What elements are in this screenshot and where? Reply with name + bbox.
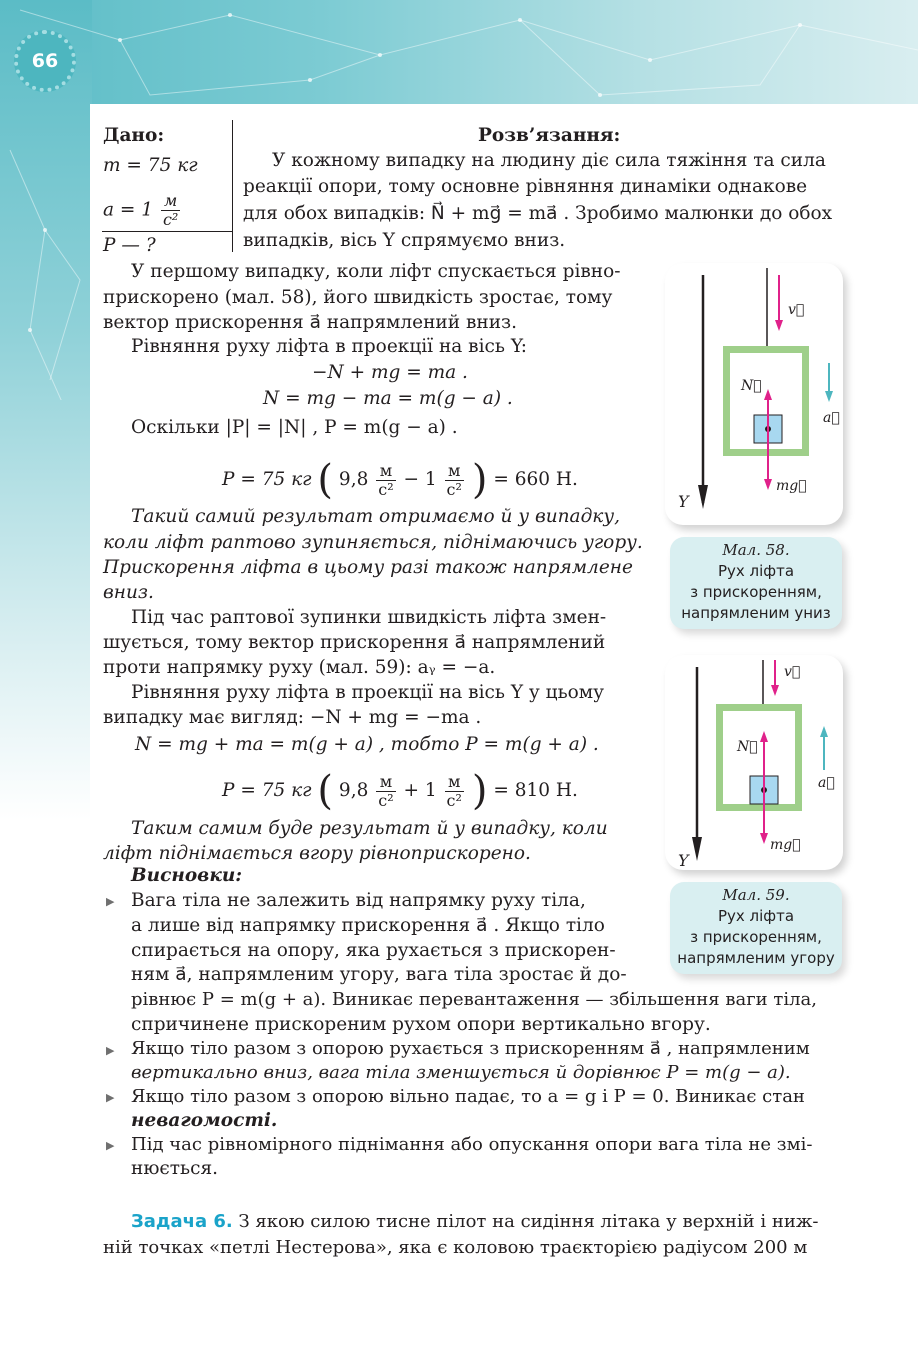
normal-force-label: N⃗ — [737, 739, 758, 755]
solution-line: випадків, вісь Y спрямуємо вниз. — [243, 230, 566, 251]
solution-heading: Розв’язання: — [478, 125, 621, 146]
acceleration-label: a⃗ — [823, 410, 840, 426]
bullet-line: Під час рівномірного піднімання або опускання опори вага тіла не змі- — [131, 1134, 813, 1155]
bullet-triangle-icon: ▶ — [106, 1044, 115, 1057]
case2-equation-line: Рівняння руху ліфта в проекції на вісь Y у цьому — [131, 682, 605, 703]
bullet-line: ням a⃗, напрямленим угору, вага тіла зростає й до- — [131, 964, 627, 985]
task-line: ній точках «петлі Нестерова», яка є коловою траєкторією радіусом 200 м — [103, 1237, 808, 1258]
bullet-line: Якщо тіло разом з опорою рухається з прискоренням a⃗ , напрямленим — [131, 1038, 810, 1059]
solution-line: для обох випадків: N⃗ + mg⃗ = ma⃗ . Зробимо малюнки до обох — [243, 203, 833, 224]
gravity-force-label: mg⃗ — [770, 837, 801, 853]
case1-calculation: P = 75 кг ( 9,8 $\frac{м}{\text{с²}}$ − 1 $\frac{м}{\text{с²}}$ ) = 660 Н. — [222, 457, 578, 503]
y-axis-label: Y — [678, 851, 689, 870]
bullet-line: вертикально вниз, вага тіла зменшується й дорівнює P = m(g − a). — [131, 1062, 791, 1083]
acceleration-label: a⃗ — [818, 775, 835, 791]
calc-g-value: 9,8 — [338, 469, 369, 490]
calc-lhs: P = 75 кг — [222, 469, 312, 490]
unit-numerator: м — [161, 192, 180, 211]
case2-equation-line: випадку має вигляд: −N + mg = −ma . — [103, 707, 482, 728]
case2-calculation: P = 75 кг ( 9,8 $\frac{м}{\text{с²}}$ + 1 $\frac{м}{\text{с²}}$ ) = 810 Н. — [222, 768, 578, 814]
bullet-line: нюється. — [131, 1158, 219, 1179]
case2-line: проти напрямку руху (мал. 59): aᵧ = −a. — [103, 657, 496, 678]
solution-line: У кожному випадку на людину діє сила тяжіння та сила — [272, 150, 826, 171]
case1-line: У першому випадку, коли ліфт спускається рівно- — [131, 261, 621, 282]
given-divider — [102, 231, 232, 232]
bullet-triangle-icon: ▶ — [106, 1091, 115, 1104]
figure-59-diagram — [665, 655, 843, 870]
given-find: P — ? — [103, 235, 156, 256]
task-label: Задача 6. — [131, 1211, 233, 1232]
calc-unit-fraction: $\frac{м}{\text{с²}}$ — [378, 460, 394, 499]
case1-equation-1: −N + mg = ma . — [312, 362, 468, 383]
bullet-triangle-icon: ▶ — [106, 895, 115, 908]
calc-result: = 660 Н. — [493, 469, 578, 490]
calc-unit-fraction: $\frac{м}{\text{с²}}$ — [446, 771, 462, 810]
bullet-line: невагомості. — [131, 1110, 278, 1131]
case2-line: шується, тому вектор прискорення a⃗ напрямлений — [103, 632, 606, 653]
same-result-line: коли ліфт раптово зупиняється, піднімаючись угору. — [103, 532, 643, 553]
case2-equation-2: N = mg + ma = m(g + a) , тобто P = m(g + a) . — [135, 734, 599, 755]
calc-unit-fraction: $\frac{м}{\text{с²}}$ — [446, 460, 462, 499]
case1-equation-intro: Рівняння руху ліфта в проекції на вісь Y: — [131, 336, 527, 357]
case1-equation-2: N = mg − ma = m(g − a) . — [263, 388, 513, 409]
y-axis-label: Y — [678, 492, 689, 511]
given-acceleration — [103, 192, 182, 229]
normal-force-label: N⃗ — [741, 378, 762, 394]
bullet-line: спирається на опору, яка рухається з прискорен- — [131, 940, 616, 961]
bullet-line: Вага тіла не залежить від напрямку руху тіла, — [131, 890, 586, 911]
case1-line: прискорено (мал. 58), його швидкість зростає, тому — [103, 287, 613, 308]
acceleration-unit-fraction — [161, 192, 180, 229]
calc-result: = 810 Н. — [493, 780, 578, 801]
bullet-line: спричинене прискореним рухом опори вертикально вгору. — [131, 1014, 711, 1035]
calc-operator: − 1 — [403, 469, 437, 490]
calc-lhs: P = 75 кг — [222, 780, 312, 801]
task-line — [131, 1210, 819, 1234]
calc-unit-fraction: $\frac{м}{\text{с²}}$ — [378, 771, 394, 810]
bullet-line: а лише від напрямку прискорення a⃗ . Якщо тіло — [131, 915, 605, 936]
velocity-label: v⃗ — [788, 302, 805, 318]
given-mass: m = 75 кг — [103, 155, 198, 176]
given-acceleration-value: a = 1 — [103, 199, 154, 221]
figure-59-caption — [670, 882, 842, 974]
task-text: З якою силою тисне пілот на сидіння літака у верхній і ниж- — [232, 1211, 819, 1232]
case1-since: Оскільки |P| = |N| , P = m(g − a) . — [131, 417, 458, 438]
figure-number: Мал. 58. — [722, 541, 790, 559]
bullet-line: рівнює P = m(g + a). Виникає перевантаження — збільшення ваги тіла, — [131, 989, 817, 1010]
caption-line: Рух ліфта — [717, 562, 795, 580]
same-result-line: Прискорення ліфта в цьому разі також напрямлене — [103, 557, 633, 578]
bullet-line: Якщо тіло разом з опорою вільно падає, то a = g і P = 0. Виникає стан — [131, 1086, 805, 1107]
figure-number: Мал. 59. — [722, 886, 790, 904]
figure-58-caption — [670, 537, 842, 629]
unit-denominator: с² — [162, 210, 179, 229]
solution-line: реакції опори, тому основне рівняння динаміки однакове — [243, 176, 808, 197]
given-vertical-rule — [232, 120, 233, 252]
case2-line: Під час раптової зупинки швидкість ліфта змен- — [131, 607, 607, 628]
velocity-label: v⃗ — [784, 664, 801, 680]
same-result-line: Такий самий результат отримаємо й у випадку, — [131, 506, 620, 527]
case1-line: вектор прискорення a⃗ напрямлений вниз. — [103, 312, 518, 333]
conclusions-heading: Висновки: — [131, 865, 243, 886]
given-heading: Дано: — [103, 125, 165, 146]
gravity-force-label: mg⃗ — [776, 478, 807, 494]
same-result-line: вниз. — [103, 582, 154, 603]
caption-line: напрямленим униз — [681, 604, 831, 622]
caption-line: з прискоренням, — [690, 583, 822, 601]
page-number-badge: 66 — [14, 30, 76, 92]
lift-up-line: ліфт піднімається вгору рівноприскорено. — [103, 843, 531, 864]
lift-up-line: Таким самим буде результат й у випадку, коли — [131, 818, 608, 839]
caption-line: з прискоренням, — [690, 928, 822, 946]
calc-g-value: 9,8 — [338, 780, 369, 801]
calc-operator: + 1 — [403, 780, 437, 801]
bullet-triangle-icon: ▶ — [106, 1139, 115, 1152]
caption-line: напрямленим угору — [677, 949, 835, 967]
caption-line: Рух ліфта — [717, 907, 795, 925]
